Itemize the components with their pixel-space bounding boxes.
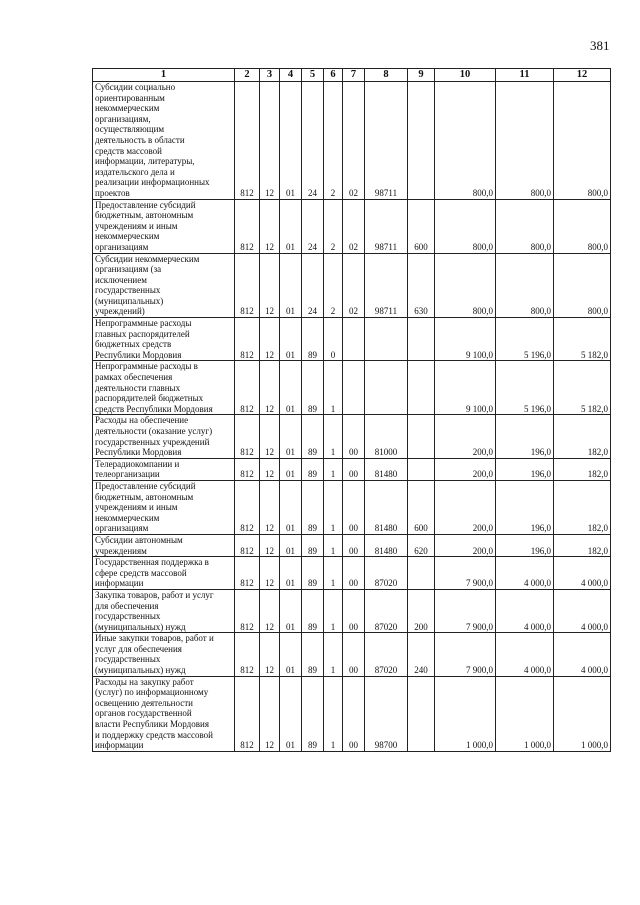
code-cell: 02 [343,253,365,318]
code-cell: 812 [235,318,260,361]
description-line: Непрограммные расходы [95,318,192,329]
code-cell: 1 [324,633,343,676]
code-cell: 620 [408,534,435,556]
description-line: некоммерческим [95,512,160,523]
code-cell: 87020 [365,557,408,590]
code-cell: 24 [302,82,324,200]
col-header: 1 [93,69,235,82]
amount-cell: 182,0 [554,480,611,534]
description-line: Непрограммные расходы в [95,361,198,372]
amount-cell: 800,0 [496,199,554,253]
description-line: распорядителей бюджетных [95,393,204,404]
description-line: Расходы на обеспечение [95,415,189,426]
description-line: государственных [95,285,161,296]
row-description [93,480,235,534]
description-line: органов государственной [95,708,192,719]
table-row [93,199,611,253]
description-line: издательского дела и [95,166,175,177]
code-cell [343,361,365,415]
code-cell: 812 [235,480,260,534]
description-line: Субсидии некоммерческим [95,253,200,264]
code-cell: 98700 [365,676,408,751]
code-cell: 89 [302,318,324,361]
code-cell: 02 [343,199,365,253]
code-cell: 12 [260,199,280,253]
row-description [93,534,235,556]
code-cell: 01 [280,557,302,590]
code-cell: 01 [280,589,302,632]
col-header: 3 [260,69,280,82]
code-cell: 01 [280,415,302,458]
table-row [93,82,611,200]
description-line: телеорганизации [95,469,160,480]
code-cell: 812 [235,534,260,556]
row-description [93,199,235,253]
code-cell: 89 [302,589,324,632]
col-header: 4 [280,69,302,82]
amount-cell: 5 196,0 [496,318,554,361]
table-row [93,589,611,632]
row-description [93,415,235,458]
amount-cell: 200,0 [435,458,496,480]
code-cell: 98711 [365,82,408,200]
description-line: бюджетным, автономным [95,491,194,502]
code-cell [408,82,435,200]
table-row [93,480,611,534]
col-header: 12 [554,69,611,82]
description-line: учреждениям [95,545,147,556]
description-line: Государственная поддержка в [95,557,209,568]
code-cell: 812 [235,415,260,458]
amount-cell: 7 900,0 [435,633,496,676]
amount-cell: 182,0 [554,534,611,556]
code-cell: 1 [324,415,343,458]
code-cell: 01 [280,676,302,751]
code-cell [408,458,435,480]
description-line: Расходы на закупку работ [95,676,194,687]
description-line: организациям [95,241,149,252]
code-cell: 12 [260,589,280,632]
table-row [93,415,611,458]
description-line: средств массовой [95,145,162,156]
code-cell: 12 [260,676,280,751]
table-row [93,557,611,590]
code-cell: 600 [408,480,435,534]
row-description [93,253,235,318]
code-cell: 1 [324,676,343,751]
description-line: освещению деятельности [95,697,193,708]
code-cell: 1 [324,458,343,480]
code-cell: 240 [408,633,435,676]
code-cell: 1 [324,589,343,632]
description-line: услуг для обеспечения [95,643,182,654]
amount-cell: 800,0 [435,199,496,253]
col-header: 9 [408,69,435,82]
code-cell: 01 [280,361,302,415]
code-cell: 00 [343,415,365,458]
code-cell: 600 [408,199,435,253]
description-line: Телерадиокомпании и [95,458,180,469]
code-cell: 12 [260,361,280,415]
code-cell [365,361,408,415]
amount-cell: 800,0 [496,82,554,200]
description-line: и поддержку средств массовой [95,729,213,740]
code-cell: 2 [324,199,343,253]
code-cell: 12 [260,633,280,676]
amount-cell: 5 196,0 [496,361,554,415]
col-header: 6 [324,69,343,82]
code-cell: 00 [343,458,365,480]
col-header: 11 [496,69,554,82]
amount-cell: 200,0 [435,480,496,534]
description-line: учреждениям и иным [95,502,178,513]
table-row [93,253,611,318]
code-cell: 1 [324,557,343,590]
code-cell: 98711 [365,253,408,318]
amount-cell: 200,0 [435,415,496,458]
description-line: некоммерческим [95,231,160,242]
code-cell: 89 [302,633,324,676]
description-line: информации, литературы, [95,156,195,167]
row-description [93,633,235,676]
description-line: Субсидии социально [95,82,176,92]
description-line: Республики Мордовия [95,447,182,458]
code-cell: 89 [302,480,324,534]
amount-cell: 7 900,0 [435,557,496,590]
amount-cell: 4 000,0 [554,589,611,632]
code-cell: 89 [302,534,324,556]
description-line: рамках обеспечения [95,372,173,383]
description-line: государственных [95,611,161,622]
code-cell: 01 [280,633,302,676]
description-line: государственных [95,654,161,665]
code-cell: 812 [235,589,260,632]
col-header: 7 [343,69,365,82]
row-description [93,557,235,590]
amount-cell: 5 182,0 [554,318,611,361]
code-cell: 87020 [365,633,408,676]
code-cell: 89 [302,557,324,590]
amount-cell: 196,0 [496,534,554,556]
amount-cell: 1 000,0 [554,676,611,751]
code-cell: 00 [343,633,365,676]
table-row [93,633,611,676]
col-header: 8 [365,69,408,82]
code-cell: 01 [280,534,302,556]
code-cell: 01 [280,318,302,361]
code-cell: 81480 [365,458,408,480]
description-line: информации [95,578,144,589]
page-number: 381 [590,38,610,53]
amount-cell: 800,0 [554,199,611,253]
code-cell: 812 [235,82,260,200]
code-cell: 12 [260,458,280,480]
row-description [93,361,235,415]
code-cell [408,318,435,361]
description-line: организациям [95,523,149,534]
code-cell [343,318,365,361]
code-cell: 2 [324,82,343,200]
code-cell: 12 [260,415,280,458]
amount-cell: 9 100,0 [435,318,496,361]
amount-cell: 196,0 [496,415,554,458]
code-cell: 0 [324,318,343,361]
table-row [93,534,611,556]
code-cell [365,318,408,361]
amount-cell: 1 000,0 [435,676,496,751]
code-cell [408,361,435,415]
amount-cell: 196,0 [496,480,554,534]
amount-cell: 182,0 [554,415,611,458]
description-line: (муниципальных) нужд [95,621,186,632]
code-cell: 812 [235,199,260,253]
table-row [93,458,611,480]
description-line: Закупка товаров, работ и услуг [95,589,214,600]
code-cell: 89 [302,676,324,751]
description-line: ориентированным [95,92,165,103]
code-cell: 89 [302,415,324,458]
code-cell: 81480 [365,480,408,534]
amount-cell: 1 000,0 [496,676,554,751]
code-cell: 01 [280,82,302,200]
description-line: организациям (за [95,264,162,275]
budget-table [92,68,611,752]
row-description [93,458,235,480]
description-line: информации [95,740,144,751]
row-description [93,318,235,361]
code-cell: 200 [408,589,435,632]
row-description [93,82,235,200]
table-body [93,82,611,752]
code-cell: 1 [324,480,343,534]
description-line: (муниципальных) нужд [95,665,186,676]
amount-cell: 200,0 [435,534,496,556]
code-cell: 12 [260,82,280,200]
code-cell: 812 [235,633,260,676]
code-cell: 812 [235,253,260,318]
amount-cell: 800,0 [435,82,496,200]
code-cell: 00 [343,676,365,751]
code-cell: 89 [302,458,324,480]
amount-cell: 4 000,0 [554,557,611,590]
code-cell: 1 [324,534,343,556]
code-cell: 81480 [365,534,408,556]
description-line: реализации информационных [95,177,210,188]
description-line: сфере средств массовой [95,567,187,578]
code-cell: 2 [324,253,343,318]
code-cell: 01 [280,480,302,534]
description-line: учреждений) [95,306,145,317]
code-cell: 12 [260,318,280,361]
code-cell: 00 [343,589,365,632]
description-line: организациям, [95,113,151,124]
description-line: проектов [95,187,130,198]
code-cell [408,415,435,458]
code-cell: 812 [235,361,260,415]
code-cell: 630 [408,253,435,318]
code-cell: 00 [343,480,365,534]
description-line: Республики Мордовия [95,349,182,360]
table-row [93,676,611,751]
description-line: учреждениям и иным [95,220,178,231]
code-cell: 89 [302,361,324,415]
code-cell: 01 [280,253,302,318]
code-cell [408,676,435,751]
description-line: деятельности главных [95,382,181,393]
description-line: (услуг) по информационному [95,687,209,698]
description-line: деятельность в области [95,134,185,145]
code-cell: 00 [343,534,365,556]
code-cell: 12 [260,480,280,534]
description-line: государственных учреждений [95,436,210,447]
header-row [93,69,611,82]
amount-cell: 800,0 [435,253,496,318]
code-cell: 1 [324,361,343,415]
code-cell: 24 [302,199,324,253]
col-header: 2 [235,69,260,82]
description-line: некоммерческим [95,103,160,114]
description-line: осуществляющим [95,124,165,135]
description-line: бюджетным, автономным [95,210,194,221]
description-line: Предоставление субсидий [95,199,196,210]
col-header: 10 [435,69,496,82]
code-cell: 812 [235,676,260,751]
description-line: главных распорядителей [95,328,190,339]
code-cell: 02 [343,82,365,200]
row-description [93,589,235,632]
row-description [93,676,235,751]
amount-cell: 4 000,0 [496,557,554,590]
description-line: Иные закупки товаров, работ и [95,633,214,644]
amount-cell: 5 182,0 [554,361,611,415]
description-line: Субсидии автономным [95,534,183,545]
code-cell: 00 [343,557,365,590]
code-cell: 01 [280,458,302,480]
description-line: бюджетных средств [95,339,172,350]
code-cell: 87020 [365,589,408,632]
description-line: деятельности (оказание услуг) [95,426,213,436]
code-cell: 12 [260,253,280,318]
amount-cell: 9 100,0 [435,361,496,415]
description-line: для обеспечения [95,600,159,611]
code-cell: 12 [260,557,280,590]
code-cell: 812 [235,557,260,590]
code-cell: 812 [235,458,260,480]
code-cell: 01 [280,199,302,253]
table-row [93,361,611,415]
code-cell: 24 [302,253,324,318]
table-row [93,318,611,361]
amount-cell: 7 900,0 [435,589,496,632]
description-line: Предоставление субсидий [95,480,196,491]
amount-cell: 4 000,0 [554,633,611,676]
amount-cell: 196,0 [496,458,554,480]
amount-cell: 4 000,0 [496,633,554,676]
description-line: средств Республики Мордовия [95,403,213,414]
code-cell: 81000 [365,415,408,458]
amount-cell: 182,0 [554,458,611,480]
code-cell: 98711 [365,199,408,253]
amount-cell: 800,0 [496,253,554,318]
col-header: 5 [302,69,324,82]
description-line: власти Республики Мордовия [95,719,209,730]
amount-cell: 4 000,0 [496,589,554,632]
code-cell [408,557,435,590]
amount-cell: 800,0 [554,82,611,200]
description-line: исключением [95,274,147,285]
code-cell: 12 [260,534,280,556]
amount-cell: 800,0 [554,253,611,318]
description-line: (муниципальных) [95,295,164,306]
